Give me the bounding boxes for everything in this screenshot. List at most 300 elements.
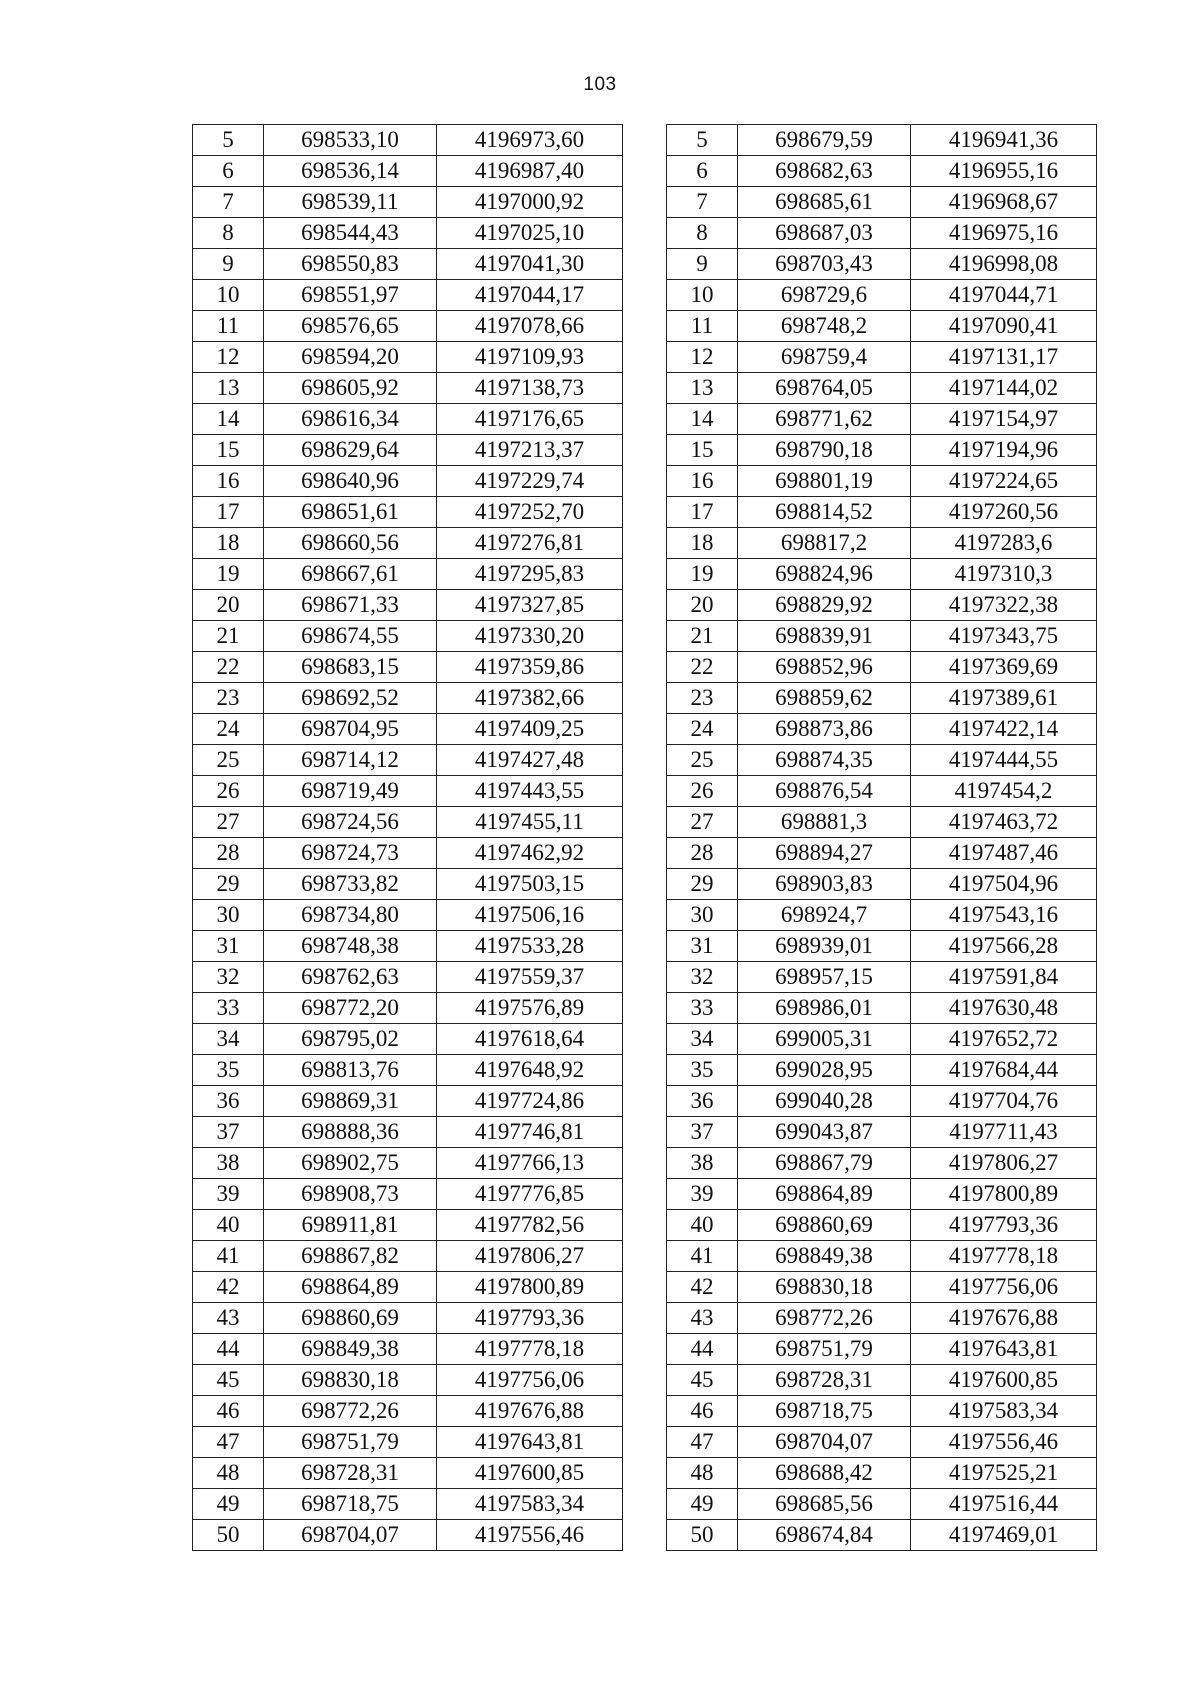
x-coordinate-cell: 698888,36 [264,1117,437,1148]
table-row [667,1272,1097,1303]
table-row [193,1520,623,1551]
point-number-cell: 41 [667,1241,738,1272]
y-coordinate-cell: 4197454,2 [911,776,1097,807]
x-coordinate-cell: 698671,33 [264,590,437,621]
point-number-cell: 16 [667,466,738,497]
x-coordinate-cell: 698544,43 [264,218,437,249]
table-row [667,404,1097,435]
y-coordinate-cell: 4197260,56 [911,497,1097,528]
table-row [667,683,1097,714]
x-coordinate-cell: 698719,49 [264,776,437,807]
y-coordinate-cell: 4197525,21 [911,1458,1097,1489]
y-coordinate-cell: 4197684,44 [911,1055,1097,1086]
x-coordinate-cell: 698733,82 [264,869,437,900]
point-number-cell: 43 [193,1303,264,1334]
point-number-cell: 41 [193,1241,264,1272]
point-number-cell: 40 [193,1210,264,1241]
y-coordinate-cell: 4197756,06 [437,1365,623,1396]
point-number-cell: 35 [667,1055,738,1086]
y-coordinate-cell: 4197504,96 [911,869,1097,900]
y-coordinate-cell: 4197213,37 [437,435,623,466]
y-coordinate-cell: 4197516,44 [911,1489,1097,1520]
x-coordinate-cell: 698751,79 [264,1427,437,1458]
y-coordinate-cell: 4197533,28 [437,931,623,962]
table-row [667,1148,1097,1179]
table-row [193,1365,623,1396]
x-coordinate-cell: 698817,2 [738,528,911,559]
y-coordinate-cell: 4197556,46 [437,1520,623,1551]
table-row [667,249,1097,280]
table-row [667,621,1097,652]
x-coordinate-cell: 698685,56 [738,1489,911,1520]
y-coordinate-cell: 4197252,70 [437,497,623,528]
x-coordinate-cell: 698957,15 [738,962,911,993]
point-number-cell: 27 [193,807,264,838]
table-row [193,218,623,249]
x-coordinate-cell: 698813,76 [264,1055,437,1086]
y-coordinate-cell: 4197469,01 [911,1520,1097,1551]
table-row [193,1024,623,1055]
table-row [193,590,623,621]
y-coordinate-cell: 4197778,18 [437,1334,623,1365]
x-coordinate-cell: 698616,34 [264,404,437,435]
y-coordinate-cell: 4197078,66 [437,311,623,342]
x-coordinate-cell: 698881,3 [738,807,911,838]
x-coordinate-cell: 698860,69 [264,1303,437,1334]
x-coordinate-cell: 698873,86 [738,714,911,745]
y-coordinate-cell: 4197194,96 [911,435,1097,466]
y-coordinate-cell: 4196987,40 [437,156,623,187]
table-row [193,497,623,528]
table-row [667,559,1097,590]
y-coordinate-cell: 4197800,89 [911,1179,1097,1210]
x-coordinate-cell: 698859,62 [738,683,911,714]
point-number-cell: 19 [667,559,738,590]
point-number-cell: 42 [667,1272,738,1303]
point-number-cell: 37 [193,1117,264,1148]
y-coordinate-cell: 4197276,81 [437,528,623,559]
x-coordinate-cell: 698790,18 [738,435,911,466]
table-row [667,1427,1097,1458]
table-row [193,311,623,342]
y-coordinate-cell: 4197503,15 [437,869,623,900]
table-row [667,125,1097,156]
table-row [193,435,623,466]
x-coordinate-cell: 698703,43 [738,249,911,280]
point-number-cell: 46 [193,1396,264,1427]
y-coordinate-cell: 4197330,20 [437,621,623,652]
point-number-cell: 12 [667,342,738,373]
x-coordinate-cell: 698869,31 [264,1086,437,1117]
x-coordinate-cell: 698724,73 [264,838,437,869]
x-coordinate-cell: 698864,89 [738,1179,911,1210]
table-row [667,745,1097,776]
x-coordinate-cell: 698824,96 [738,559,911,590]
y-coordinate-cell: 4197138,73 [437,373,623,404]
y-coordinate-cell: 4197778,18 [911,1241,1097,1272]
x-coordinate-cell: 698729,6 [738,280,911,311]
point-number-cell: 37 [667,1117,738,1148]
point-number-cell: 30 [667,900,738,931]
x-coordinate-cell: 698704,07 [738,1427,911,1458]
table-row [667,1396,1097,1427]
y-coordinate-cell: 4197310,3 [911,559,1097,590]
x-coordinate-cell: 698629,64 [264,435,437,466]
x-coordinate-cell: 698667,61 [264,559,437,590]
point-number-cell: 7 [193,187,264,218]
point-number-cell: 21 [667,621,738,652]
point-number-cell: 48 [667,1458,738,1489]
point-number-cell: 43 [667,1303,738,1334]
point-number-cell: 24 [193,714,264,745]
table-row [667,1117,1097,1148]
point-number-cell: 36 [667,1086,738,1117]
x-coordinate-cell: 698536,14 [264,156,437,187]
point-number-cell: 8 [667,218,738,249]
y-coordinate-cell: 4197676,88 [911,1303,1097,1334]
x-coordinate-cell: 698718,75 [738,1396,911,1427]
x-coordinate-cell: 699043,87 [738,1117,911,1148]
x-coordinate-cell: 698640,96 [264,466,437,497]
y-coordinate-cell: 4197427,48 [437,745,623,776]
table-row [193,125,623,156]
point-number-cell: 20 [193,590,264,621]
point-number-cell: 32 [667,962,738,993]
table-row [667,869,1097,900]
x-coordinate-cell: 698762,63 [264,962,437,993]
x-coordinate-cell: 698714,12 [264,745,437,776]
y-coordinate-cell: 4197506,16 [437,900,623,931]
table-row [667,373,1097,404]
x-coordinate-cell: 698679,59 [738,125,911,156]
x-coordinate-cell: 698674,84 [738,1520,911,1551]
point-number-cell: 14 [193,404,264,435]
table-row [193,745,623,776]
point-number-cell: 26 [667,776,738,807]
x-coordinate-cell: 698728,31 [738,1365,911,1396]
table-row [667,1086,1097,1117]
y-coordinate-cell: 4197295,83 [437,559,623,590]
table-row [193,342,623,373]
x-coordinate-cell: 698772,26 [264,1396,437,1427]
x-coordinate-cell: 698867,79 [738,1148,911,1179]
y-coordinate-cell: 4197487,46 [911,838,1097,869]
x-coordinate-cell: 698814,52 [738,497,911,528]
table-row [193,1458,623,1489]
x-coordinate-cell: 699005,31 [738,1024,911,1055]
point-number-cell: 5 [193,125,264,156]
x-coordinate-cell: 698759,4 [738,342,911,373]
point-number-cell: 28 [193,838,264,869]
table-row [667,1024,1097,1055]
y-coordinate-cell: 4197369,69 [911,652,1097,683]
y-coordinate-cell: 4197382,66 [437,683,623,714]
y-coordinate-cell: 4197793,36 [437,1303,623,1334]
x-coordinate-cell: 698605,92 [264,373,437,404]
x-coordinate-cell: 698751,79 [738,1334,911,1365]
x-coordinate-cell: 698724,56 [264,807,437,838]
y-coordinate-cell: 4197793,36 [911,1210,1097,1241]
point-number-cell: 47 [193,1427,264,1458]
x-coordinate-cell: 698903,83 [738,869,911,900]
point-number-cell: 10 [193,280,264,311]
point-number-cell: 30 [193,900,264,931]
point-number-cell: 38 [193,1148,264,1179]
y-coordinate-cell: 4197643,81 [911,1334,1097,1365]
y-coordinate-cell: 4197327,85 [437,590,623,621]
x-coordinate-cell: 699028,95 [738,1055,911,1086]
point-number-cell: 40 [667,1210,738,1241]
point-number-cell: 26 [193,776,264,807]
point-number-cell: 31 [193,931,264,962]
y-coordinate-cell: 4197711,43 [911,1117,1097,1148]
x-coordinate-cell: 698894,27 [738,838,911,869]
x-coordinate-cell: 699040,28 [738,1086,911,1117]
table-row [193,931,623,962]
x-coordinate-cell: 698704,95 [264,714,437,745]
x-coordinate-cell: 698908,73 [264,1179,437,1210]
y-coordinate-cell: 4197443,55 [437,776,623,807]
x-coordinate-cell: 698771,62 [738,404,911,435]
table-row [667,714,1097,745]
y-coordinate-cell: 4197756,06 [911,1272,1097,1303]
x-coordinate-cell: 698911,81 [264,1210,437,1241]
point-number-cell: 25 [193,745,264,776]
y-coordinate-cell: 4197463,72 [911,807,1097,838]
x-coordinate-cell: 698772,20 [264,993,437,1024]
y-coordinate-cell: 4197776,85 [437,1179,623,1210]
y-coordinate-cell: 4196975,16 [911,218,1097,249]
y-coordinate-cell: 4197462,92 [437,838,623,869]
x-coordinate-cell: 698594,20 [264,342,437,373]
table-row [193,683,623,714]
table-row [667,1520,1097,1551]
point-number-cell: 17 [193,497,264,528]
point-number-cell: 45 [193,1365,264,1396]
point-number-cell: 9 [193,249,264,280]
point-number-cell: 7 [667,187,738,218]
table-row [193,1055,623,1086]
table-row [667,838,1097,869]
table-row [193,528,623,559]
y-coordinate-cell: 4197724,86 [437,1086,623,1117]
x-coordinate-cell: 698874,35 [738,745,911,776]
point-number-cell: 22 [667,652,738,683]
table-row [193,249,623,280]
y-coordinate-cell: 4197229,74 [437,466,623,497]
point-number-cell: 34 [667,1024,738,1055]
point-number-cell: 6 [667,156,738,187]
y-coordinate-cell: 4197109,93 [437,342,623,373]
point-number-cell: 48 [193,1458,264,1489]
x-coordinate-cell: 698718,75 [264,1489,437,1520]
table-row [667,1458,1097,1489]
x-coordinate-cell: 698692,52 [264,683,437,714]
point-number-cell: 31 [667,931,738,962]
x-coordinate-cell: 698849,38 [264,1334,437,1365]
point-number-cell: 47 [667,1427,738,1458]
table-row [193,807,623,838]
point-number-cell: 13 [193,373,264,404]
table-row [193,280,623,311]
y-coordinate-cell: 4197676,88 [437,1396,623,1427]
y-coordinate-cell: 4197600,85 [911,1365,1097,1396]
x-coordinate-cell: 698852,96 [738,652,911,683]
x-coordinate-cell: 698539,11 [264,187,437,218]
y-coordinate-cell: 4197543,16 [911,900,1097,931]
point-number-cell: 20 [667,590,738,621]
x-coordinate-cell: 698748,2 [738,311,911,342]
point-number-cell: 22 [193,652,264,683]
table-row [667,652,1097,683]
y-coordinate-cell: 4197176,65 [437,404,623,435]
y-coordinate-cell: 4197389,61 [911,683,1097,714]
x-coordinate-cell: 698772,26 [738,1303,911,1334]
y-coordinate-cell: 4197618,64 [437,1024,623,1055]
point-number-cell: 36 [193,1086,264,1117]
table-row [193,1427,623,1458]
y-coordinate-cell: 4197806,27 [911,1148,1097,1179]
table-row [667,311,1097,342]
point-number-cell: 44 [667,1334,738,1365]
y-coordinate-cell: 4197322,38 [911,590,1097,621]
point-number-cell: 49 [667,1489,738,1520]
x-coordinate-cell: 698683,15 [264,652,437,683]
point-number-cell: 16 [193,466,264,497]
table-row [193,621,623,652]
table-row [667,342,1097,373]
point-number-cell: 15 [667,435,738,466]
y-coordinate-cell: 4197566,28 [911,931,1097,962]
x-coordinate-cell: 698801,19 [738,466,911,497]
x-coordinate-cell: 698860,69 [738,1210,911,1241]
y-coordinate-cell: 4197025,10 [437,218,623,249]
y-coordinate-cell: 4197583,34 [911,1396,1097,1427]
point-number-cell: 23 [193,683,264,714]
x-coordinate-cell: 698849,38 [738,1241,911,1272]
x-coordinate-cell: 698748,38 [264,931,437,962]
coordinates-table-left [192,124,623,1551]
table-row [667,1241,1097,1272]
table-row [193,559,623,590]
table-row [193,838,623,869]
point-number-cell: 29 [667,869,738,900]
y-coordinate-cell: 4197643,81 [437,1427,623,1458]
table-row [667,931,1097,962]
y-coordinate-cell: 4197556,46 [911,1427,1097,1458]
table-row [193,1334,623,1365]
table-row [667,1055,1097,1086]
y-coordinate-cell: 4196941,36 [911,125,1097,156]
point-number-cell: 38 [667,1148,738,1179]
x-coordinate-cell: 698764,05 [738,373,911,404]
table-row [193,1272,623,1303]
point-number-cell: 32 [193,962,264,993]
y-coordinate-cell: 4197044,71 [911,280,1097,311]
y-coordinate-cell: 4197782,56 [437,1210,623,1241]
point-number-cell: 44 [193,1334,264,1365]
table-row [667,156,1097,187]
x-coordinate-cell: 698876,54 [738,776,911,807]
y-coordinate-cell: 4197144,02 [911,373,1097,404]
table-row [667,1303,1097,1334]
point-number-cell: 9 [667,249,738,280]
table-row [667,497,1097,528]
y-coordinate-cell: 4197630,48 [911,993,1097,1024]
table-row [667,1210,1097,1241]
table-row [667,466,1097,497]
point-number-cell: 50 [667,1520,738,1551]
table-row [667,1334,1097,1365]
table-row [193,993,623,1024]
y-coordinate-cell: 4197154,97 [911,404,1097,435]
table-row [667,807,1097,838]
table-row [667,280,1097,311]
y-coordinate-cell: 4197422,14 [911,714,1097,745]
point-number-cell: 17 [667,497,738,528]
y-coordinate-cell: 4197648,92 [437,1055,623,1086]
x-coordinate-cell: 698939,01 [738,931,911,962]
y-coordinate-cell: 4197283,6 [911,528,1097,559]
x-coordinate-cell: 698704,07 [264,1520,437,1551]
y-coordinate-cell: 4197044,17 [437,280,623,311]
point-number-cell: 39 [193,1179,264,1210]
point-number-cell: 45 [667,1365,738,1396]
table-row [193,1086,623,1117]
x-coordinate-cell: 698867,82 [264,1241,437,1272]
point-number-cell: 28 [667,838,738,869]
point-number-cell: 34 [193,1024,264,1055]
table-row [193,466,623,497]
point-number-cell: 11 [667,311,738,342]
x-coordinate-cell: 698533,10 [264,125,437,156]
point-number-cell: 29 [193,869,264,900]
table-row [193,1117,623,1148]
x-coordinate-cell: 698685,61 [738,187,911,218]
x-coordinate-cell: 698660,56 [264,528,437,559]
point-number-cell: 6 [193,156,264,187]
y-coordinate-cell: 4197343,75 [911,621,1097,652]
table-row [667,1365,1097,1396]
table-row [193,776,623,807]
x-coordinate-cell: 698986,01 [738,993,911,1024]
x-coordinate-cell: 698687,03 [738,218,911,249]
y-coordinate-cell: 4196968,67 [911,187,1097,218]
y-coordinate-cell: 4197359,86 [437,652,623,683]
table-row [667,1179,1097,1210]
y-coordinate-cell: 4197766,13 [437,1148,623,1179]
y-coordinate-cell: 4197409,25 [437,714,623,745]
table-row [193,156,623,187]
table-row [667,435,1097,466]
table-row [193,1179,623,1210]
point-number-cell: 13 [667,373,738,404]
table-row [193,1148,623,1179]
page-number: 103 [583,74,617,95]
y-coordinate-cell: 4197444,55 [911,745,1097,776]
point-number-cell: 27 [667,807,738,838]
x-coordinate-cell: 698795,02 [264,1024,437,1055]
x-coordinate-cell: 698651,61 [264,497,437,528]
point-number-cell: 33 [193,993,264,1024]
x-coordinate-cell: 698734,80 [264,900,437,931]
y-coordinate-cell: 4197455,11 [437,807,623,838]
point-number-cell: 14 [667,404,738,435]
y-coordinate-cell: 4197800,89 [437,1272,623,1303]
y-coordinate-cell: 4197652,72 [911,1024,1097,1055]
point-number-cell: 39 [667,1179,738,1210]
x-coordinate-cell: 698682,63 [738,156,911,187]
